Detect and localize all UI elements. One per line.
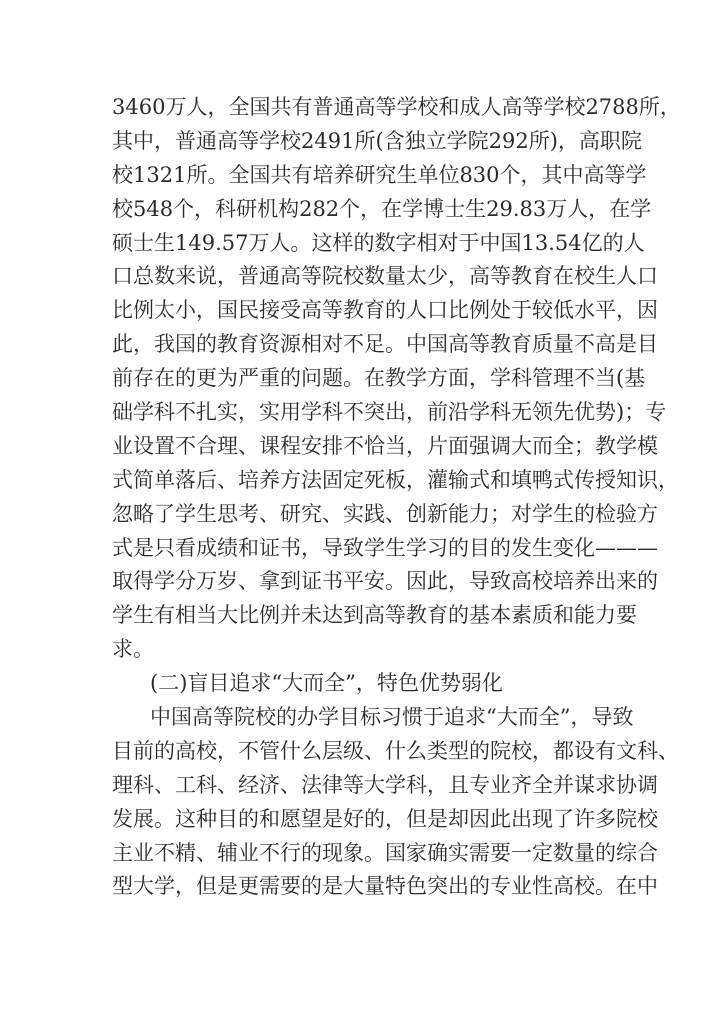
paragraph-line: 忽略了学生思考、研究、实践、创新能力；对学生的检验方 — [112, 501, 658, 526]
paragraph-line: 前存在的更为严重的问题。在教学方面，学科管理不当(基 — [112, 366, 646, 391]
paragraph-line: 型大学，但是更需要的是大量特色突出的专业性高校。在中 — [112, 874, 658, 899]
paragraph-line: 求。 — [112, 637, 154, 662]
paragraph-line: 业设置不合理、课程安排不恰当，片面强调大而全；教学模 — [112, 433, 658, 458]
paragraph-line: 础学科不扎实，实用学科不突出，前沿学科无领先优势)；专 — [112, 400, 667, 425]
section-heading: (二)盲目追求“大而全”，特色优势弱化 — [150, 671, 503, 696]
paragraph-line: 学生有相当大比例并未达到高等教育的基本素质和能力要 — [112, 603, 637, 628]
paragraph-line: 硕士生149.57万人。这样的数字相对于中国13.54亿的人 — [112, 230, 645, 255]
paragraph-line: 校548个，科研机构282个，在学博士生29.83万人，在学 — [112, 196, 652, 221]
paragraph-line: 式是只看成绩和证书，导致学生学习的目的发生变化——— — [112, 535, 658, 560]
paragraph-line: 目前的高校，不管什么层级、什么类型的院校，都设有文科、 — [112, 738, 679, 763]
paragraph-line: 主业不精、辅业不行的现象。国家确实需要一定数量的综合 — [112, 840, 658, 865]
paragraph-line: 取得学分万岁、拿到证书平安。因此，导致高校培养出来的 — [112, 569, 658, 594]
paragraph-line: 比例太小，国民接受高等教育的人口比例处于较低水平，因 — [112, 298, 658, 323]
paragraph-line: 式简单落后、培养方法固定死板，灌输式和填鸭式传授知识， — [112, 467, 679, 492]
document-page — [112, 91, 681, 904]
paragraph-line: 发展。这种目的和愿望是好的，但是却因此出现了许多院校 — [112, 806, 658, 831]
paragraph-line: 中国高等院校的办学目标习惯于追求“大而全”，导致 — [150, 705, 634, 730]
paragraph-line: 理科、工科、经济、法律等大学科，且专业齐全并谋求协调 — [112, 772, 658, 797]
paragraph-line: 3460万人，全国共有普通高等学校和成人高等学校2788所， — [112, 95, 681, 119]
paragraph-line: 其中，普通高等学校2491所(含独立学院292所)，高职院 — [112, 128, 642, 153]
paragraph-line: 口总数来说，普通高等院校数量太少，高等教育在校生人口 — [112, 264, 658, 289]
paragraph-line: 校1321所。全国共有培养研究生单位830个，其中高等学 — [112, 162, 647, 187]
paragraph-line: 此，我国的教育资源相对不足。中国高等教育质量不高是目 — [112, 332, 658, 357]
